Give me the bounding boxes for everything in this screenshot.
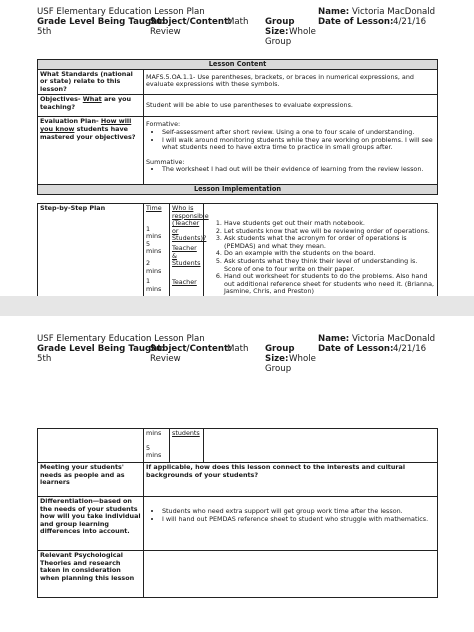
page-separator (0, 296, 474, 316)
objectives-value (144, 95, 438, 117)
step-plan-label: Step-by-Step Plan (38, 204, 144, 331)
plan-title: USF Elementary Education Lesson Plan (37, 334, 205, 344)
who-cell: Teacher & (172, 243, 197, 260)
who-column-2 (170, 429, 204, 463)
who-cell: Teacher (172, 277, 197, 286)
lesson-plan-page-2 (0, 316, 474, 632)
time-cell: mins (146, 429, 162, 437)
standards-label: What Standards (national or state) relate to this lesson? (38, 69, 144, 95)
time-cell: 1 (146, 277, 151, 286)
grade-label: Grade Level Being Taught: (37, 344, 165, 354)
size-value-2: Group (265, 364, 292, 374)
step-item: 5. Ask students what they think their level of understanding is. Score of one to four write on their paper. (224, 258, 435, 273)
size-value: Whole (289, 27, 316, 37)
plan-title: USF Elementary Education Lesson Plan (37, 7, 205, 17)
time-cell: mins (146, 232, 162, 241)
who-cell: Students (172, 259, 201, 268)
time-cell: 5 (146, 239, 151, 248)
meeting-needs-value: If applicable, how does this lesson connect to the interests and cultural backgrounds of your students? (144, 463, 438, 497)
subject-label: Subject/Content: (150, 17, 232, 27)
formative-item: • I will walk around monitoring students while they are working on problems. I will see what students need to have extra time to practice in small groups after. (162, 137, 435, 152)
steps-column-2 (204, 429, 438, 463)
step-item: 4. Do an example with the students on the board. (224, 250, 435, 258)
size-label: Size: (265, 27, 289, 37)
grade-value: 5th (37, 27, 52, 37)
objectives-label (38, 95, 144, 117)
objectives-label-c: are you teaching? (40, 95, 132, 111)
who-header: Who is responsible (Teacher or Students)? (172, 204, 209, 243)
step-plan-cont (38, 429, 144, 463)
time-cell: mins (146, 247, 162, 256)
size-label: Size: (265, 354, 289, 364)
objectives-label-b: What (82, 95, 102, 104)
date-value: 4/21/16 (393, 17, 427, 27)
standards-value (144, 69, 438, 95)
who-cell: students (172, 429, 200, 437)
time-cell: mins (146, 451, 162, 460)
size-value-2: Group (265, 37, 292, 47)
time-cell: 5 (146, 443, 151, 452)
lesson-table-page-1 (37, 59, 438, 195)
date-label: Date of Lesson: (318, 344, 394, 354)
date-label: Date of Lesson: (318, 17, 394, 27)
psych-theories-value (144, 551, 438, 598)
group-label: Group (265, 344, 295, 354)
date-value: 4/21/16 (393, 344, 427, 354)
differentiation-item: • Students who need extra support will get group work time after the lesson. (162, 508, 435, 516)
differentiation-value (144, 497, 438, 551)
time-cell: mins (146, 284, 162, 293)
differentiation-label: Differentiation—based on the needs of your students how will you take individual and group learning differences into account. (38, 497, 144, 551)
time-cell: 2 (146, 258, 151, 267)
differentiation-list (146, 498, 435, 523)
standards-text: MAFS.5.OA.1.1- Use parentheses, brackets, or braces in numerical expressions, and evaluate expressions with these symbols. (146, 72, 414, 89)
step-item: 1. Have students get out their math notebook. (224, 220, 435, 228)
section-lesson-implementation: Lesson Implementation (38, 185, 438, 195)
formative-label: Formative: (146, 120, 181, 129)
subject-value-2: Review (150, 354, 181, 364)
summative-item: • The worksheet I had out will be their evidence of learning from the review lesson. (162, 166, 435, 174)
subject-label: Subject/Content: (150, 344, 232, 354)
name-label: Name: (318, 7, 350, 17)
objectives-text: Student will be able to use parentheses to evaluate expressions. (146, 101, 353, 110)
time-cell: mins (146, 266, 162, 275)
differentiation-item: • I will hand out PEMDAS reference sheet to student who struggle with mathematics. (162, 516, 435, 524)
section-lesson-content: Lesson Content (38, 60, 438, 70)
size-value: Whole (289, 354, 316, 364)
evaluation-label (38, 117, 144, 185)
evaluation-label-a: Evaluation Plan- (40, 117, 101, 126)
group-label: Group (265, 17, 295, 27)
evaluation-value (144, 117, 438, 185)
step-item: 2. Let students know that we will be reviewing order of operations. (224, 228, 435, 236)
summative-label: Summative: (146, 157, 185, 166)
grade-label: Grade Level Being Taught: (37, 17, 165, 27)
subject-value: Math (227, 17, 249, 27)
formative-item: • Self-assessment after short review. Using a one to four scale of understanding. (162, 129, 435, 137)
implementation-table-page-2 (37, 428, 438, 463)
meeting-needs-label: Meeting your students' needs as people and as learners (38, 463, 144, 497)
time-header: Time (146, 204, 162, 212)
evaluation-label-c: students have mastered your objectives? (40, 124, 136, 141)
lesson-table-page-2 (37, 462, 438, 598)
name-label: Name: (318, 334, 350, 344)
time-cell: 1 (146, 224, 151, 233)
objectives-label-a: Objectives- (40, 95, 83, 104)
formative-list (146, 129, 435, 152)
subject-value-2: Review (150, 27, 181, 37)
subject-value: Math (227, 344, 249, 354)
time-column-2 (144, 429, 170, 463)
psych-theories-label: Relevant Psychological Theories and research taken in consideration when planning this lesson (38, 551, 144, 598)
grade-value: 5th (37, 354, 52, 364)
step-item: 3. Ask students what the acronym for order of operations is (PEMDAS) and what they mean. (224, 235, 435, 250)
name-value: Victoria MacDonald (351, 7, 436, 17)
name-value: Victoria MacDonald (351, 334, 436, 344)
teacher-name (318, 7, 435, 17)
evaluation-label-b: How will you know (40, 117, 132, 133)
step-item: 6. Hand out worksheet for students to do the problems. Also hand out additional reference sheet for students who need it. (Brianna, Jasmine, Chris, and Preston) (224, 273, 435, 296)
lesson-plan-page-1 (0, 0, 474, 296)
summative-list (146, 166, 435, 174)
teacher-name (318, 334, 435, 344)
